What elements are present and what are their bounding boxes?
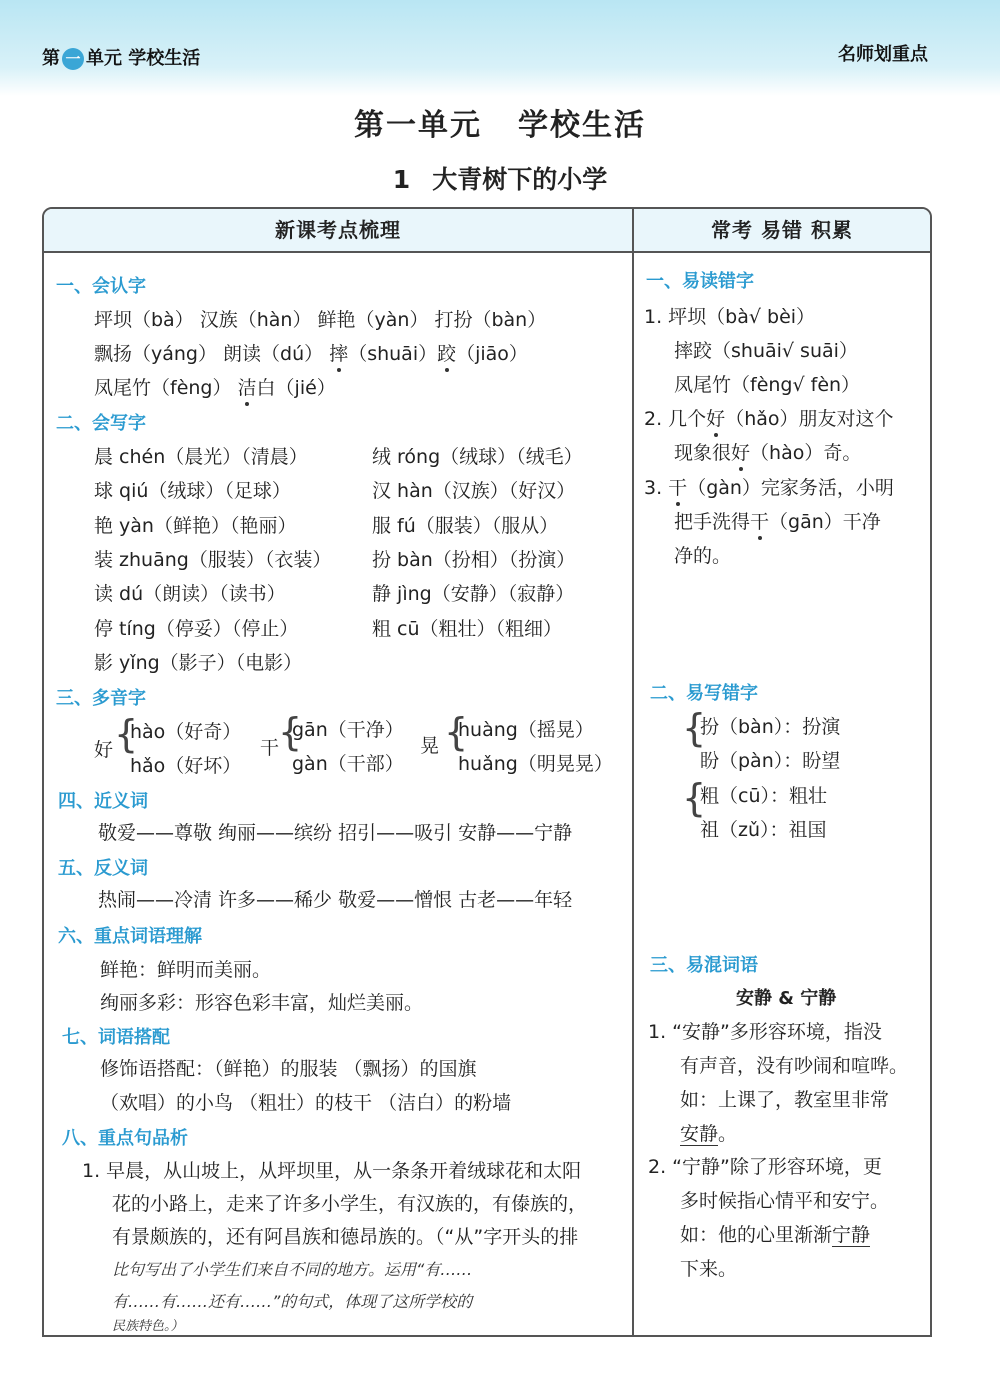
section-heading: 一、易读错字 — [646, 271, 754, 292]
subheading: 安静 & 宁静 — [736, 988, 837, 1009]
column-divider — [632, 209, 634, 1335]
right-column-heading: 常考 易错 积累 — [634, 209, 930, 253]
section-heading: 七、词语搭配 — [62, 1027, 170, 1048]
section-heading: 四、近义词 — [58, 791, 148, 812]
section-heading: 五、反义词 — [58, 858, 148, 879]
word-entry: 读 dú（朗读）（读书） — [94, 583, 286, 605]
text-line: 修饰语搭配：（鲜艳）的服装 （飘扬）的国旗 — [100, 1058, 477, 1080]
word-entry: 汉 hàn（汉族）（好汉） — [372, 480, 576, 502]
text-line: 2. 几个好（hǎo）朋友对这个 — [644, 408, 894, 430]
text-line: 热闹——冷清 许多——稀少 敬爱——憎恨 古老——年轻 — [98, 889, 573, 911]
text-line: 1. “安静”多形容环境，指没 — [648, 1021, 882, 1043]
polyphone-char: 好 — [94, 739, 114, 761]
left-column-heading: 新课考点梳理 — [44, 209, 632, 253]
handwritten-note: 民族特色。） — [112, 1319, 184, 1334]
text-line: 有声音，没有吵闹和喧哗。 — [680, 1055, 909, 1077]
lesson-title: 1 大青树下的小学 — [392, 165, 608, 194]
word-entry: 装 zhuāng（服装）（衣装） — [94, 549, 332, 571]
text-line: 1. 坪坝（bà√ bèi） — [644, 306, 816, 328]
polyphone-reading: gàn（干部） — [292, 753, 404, 775]
unit-number-badge: 一 — [62, 48, 84, 70]
text-line: 花的小路上，走来了许多小学生，有汉族的，有傣族的， — [112, 1193, 588, 1215]
text-line: 扮（bàn）：扮演 — [700, 716, 841, 738]
section-heading: 二、会写字 — [56, 413, 146, 434]
text-line: 如：上课了，教室里非常 — [680, 1089, 890, 1111]
text-line: 3. 干（gàn）完家务活，小明 — [644, 477, 894, 499]
word-entry: 影 yǐng（影子）（电影） — [94, 652, 303, 674]
content-box — [42, 207, 932, 1337]
word-entry: 服 fú（服装）（服从） — [372, 515, 559, 537]
polyphone-reading: huàng（摇晃） — [458, 719, 594, 741]
text-line: 祖（zǔ）：祖国 — [700, 819, 827, 841]
section-heading: 六、重点词语理解 — [58, 926, 202, 947]
word-entry: 艳 yàn（鲜艳）（艳丽） — [94, 515, 297, 537]
brace-icon: { — [278, 710, 303, 754]
word-entry: 粗 cū（粗壮）（粗细） — [372, 618, 563, 640]
running-header-unit: 第 一 单元 学校生活 — [42, 48, 201, 69]
word-entry: 停 tíng（停妥）（停止） — [94, 618, 299, 640]
text-line: 多时候指心情平和安宁。 — [680, 1190, 890, 1212]
text-line: 有景颇族的，还有阿昌族和德昂族的。（“从”字开头的排 — [112, 1226, 579, 1248]
polyphone-char: 干 — [260, 737, 280, 759]
text-line: 现象很好（hào）奇。 — [674, 442, 862, 464]
text-line: 摔跤（shuāi√ suāi） — [674, 340, 858, 362]
text-line: 2. “宁静”除了形容环境，更 — [648, 1156, 882, 1178]
word-entry: 静 jìng（安静）（寂静） — [372, 583, 575, 605]
brace-icon: { — [114, 712, 139, 756]
polyphone-reading: hào（好奇） — [130, 721, 242, 743]
text-line: 飘扬（yáng） 朗读（dú） 摔（shuāi）跤（jiāo） — [94, 343, 528, 365]
text-line: （欢唱）的小鸟 （粗壮）的枝干 （洁白）的粉墙 — [100, 1092, 512, 1114]
section-heading: 二、易写错字 — [650, 683, 758, 704]
text-line: 粗（cū）：粗壮 — [700, 785, 827, 807]
word-entry: 球 qiú（绒球）（足球） — [94, 480, 291, 502]
section-heading: 一、会认字 — [56, 276, 146, 297]
section-heading: 三、易混词语 — [650, 955, 758, 976]
text-line: 把手洗得干（gān）干净 — [674, 511, 881, 533]
text-line: 如：他的心里渐渐宁静 — [680, 1224, 871, 1246]
polyphone-reading: gān（干净） — [292, 719, 404, 741]
text-line: 敬爱——尊敬 绚丽——缤纷 招引——吸引 安静——宁静 — [98, 822, 573, 844]
text-line: 坪坝（bà） 汉族（hàn） 鲜艳（yàn） 打扮（bàn） — [94, 309, 547, 331]
brace-icon: { — [682, 776, 707, 820]
text-line: 鲜艳：鲜明而美丽。 — [100, 959, 272, 981]
text-line: 净的。 — [674, 545, 732, 567]
text-line: 凤尾竹（fèng√ fèn） — [674, 374, 861, 396]
brace-icon: { — [444, 710, 469, 754]
text-line: 1. 早晨，从山坡上，从坪坝里，从一条条开着绒球花和太阳 — [82, 1160, 582, 1182]
word-entry: 晨 chén（晨光）（清晨） — [94, 446, 308, 468]
polyphone-char: 晃 — [420, 735, 440, 757]
text-line: 凤尾竹（fèng） 洁白（jié） — [94, 377, 336, 399]
running-header-series: 名师划重点 — [838, 44, 928, 65]
text-line: 绚丽多彩：形容色彩丰富，灿烂美丽。 — [100, 992, 424, 1014]
word-entry: 扮 bàn（扮相）（扮演） — [372, 549, 576, 571]
text-line: 盼（pàn）：盼望 — [700, 750, 841, 772]
text-line: 下来。 — [680, 1258, 738, 1280]
handwritten-note: 比句写出了小学生们来自不同的地方。运用“有…… — [112, 1260, 473, 1279]
section-heading: 八、重点句品析 — [62, 1128, 188, 1149]
text-line: 安静。 — [680, 1123, 738, 1145]
word-entry: 绒 róng（绒球）（绒毛） — [372, 446, 583, 468]
polyphone-reading: hǎo（好坏） — [130, 755, 242, 777]
polyphone-reading: huǎng（明晃晃） — [458, 753, 613, 775]
handwritten-note: 有……有……还有……”的句式，体现了这所学校的 — [112, 1292, 473, 1311]
brace-icon: { — [682, 706, 707, 750]
section-heading: 三、多音字 — [56, 688, 146, 709]
unit-title: 第一单元 学校生活 — [354, 108, 646, 143]
